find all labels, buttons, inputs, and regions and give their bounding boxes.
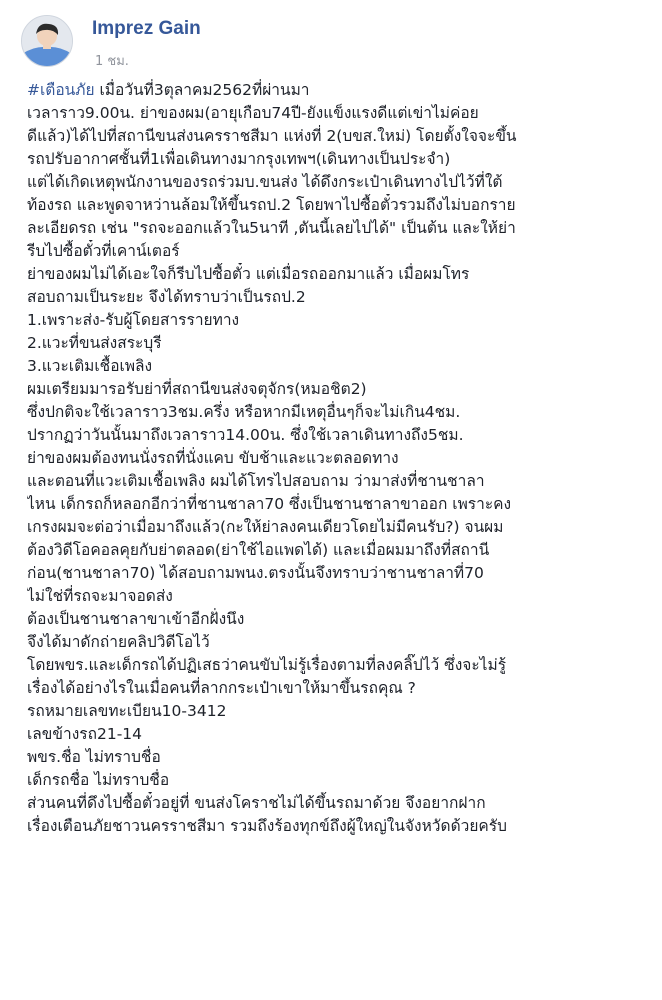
post-line: ย่าของผมไม่ได้เอะใจก็รีบไปซื้อตั๋ว แต่เมื่อรถออกมาแล้ว เมื่อผมโทร: [27, 265, 470, 283]
post-line: และตอนที่แวะเติมเชื้อเพลิง ผมได้โทรไปสอบถาม ว่ามาส่งที่ชานชาลา: [27, 472, 485, 490]
post-header: [16, 10, 636, 70]
avatar[interactable]: [21, 15, 73, 67]
post-line: ละเอียดรถ เช่น "รถจะออกแล้วใน5นาที ,ตันนี้เลยไปได้" เป็นต้น และให้ย่า: [27, 219, 516, 237]
post-line: เลขข้างรถ21-14: [27, 725, 143, 743]
post-line: ผมเตรียมมารอรับย่าที่สถานีขนส่งจตุจักร(หมอชิต2): [27, 380, 367, 398]
post-line: รีบไปซื้อตั๋วที่เคาน์เตอร์: [27, 242, 180, 260]
post-line: ปรากฏว่าวันนั้นมาถึงเวลาราว14.00น. ซึ่งใช้เวลาเดินทางถึง5ชม.: [27, 426, 464, 444]
post-line: เกรงผมจะต่อว่าเมื่อมาถึงแล้ว(กะให้ย่าลงคนเดียวโดยไม่มีคนรับ?) จนผม: [27, 518, 504, 536]
post-line: สอบถามเป็นระยะ จึงได้ทราบว่าเป็นรถป.2: [27, 288, 306, 306]
post-line: เรื่องเตือนภัยชาวนครราชสีมา รวมถึงร้องทุกข์ถึงผู้ใหญ่ในจังหวัดด้วยครับ: [27, 817, 507, 835]
post-line: 1.เพราะส่ง-รับผู้โดยสารรายทาง: [27, 311, 240, 329]
post-line: ส่วนคนที่ดึงไปซื้อตั๋วอยู่ที่ ขนส่งโคราชไม่ได้ขึ้นรถมาด้วย จึงอยากฝาก: [27, 794, 486, 812]
post-line-first: [27, 79, 652, 102]
post-line: เด็กรถชื่อ ไม่ทราบชื่อ: [27, 771, 170, 789]
post-line: โดยพขร.และเด็กรถได้ปฏิเสธว่าคนขับไม่รู้เรื่องตามที่ลงคลิ๊ปไว้ ซึ่งจะไม่รู้: [27, 656, 507, 674]
post-line: ย่าของผมต้องทนนั่งรถที่นั่งแคบ ขับช้าและแวะตลอดทาง: [27, 449, 399, 467]
post-line: ท้องรถ และพูดจาหว่านล้อมให้ขึ้นรถป.2 โดยพาไปซื้อตั๋วรวมถึงไม่บอกราย: [27, 196, 516, 214]
post-line: ไม่ใช่ที่รถจะมาจอดส่ง: [27, 587, 173, 605]
post-timestamp[interactable]: 1 ชม.: [95, 54, 129, 69]
post-line: แต่ได้เกิดเหตุพนักงานของรถร่วมบ.ขนส่ง ได้ดึงกระเป๋าเดินทางไปไว้ที่ใต้: [27, 173, 503, 191]
post-line: เวลาราว9.00น. ย่าของผม(อายุเกือบ74ปี-ยังแข็งแรงดีแต่เข่าไม่ค่อย: [27, 104, 479, 122]
post-line: ดีแล้ว)ได้ไปที่สถานีขนส่งนครราชสีมา แห่งที่ 2(บขส.ใหม่) โดยตั้งใจจะขึ้น: [27, 127, 517, 145]
post-line: ต้องเป็นชานชาลาขาเข้าอีกฝั่งนึง: [27, 610, 245, 628]
post-line: รถปรับอากาศชั้นที่1เพื่อเดินทางมากรุงเทพฯ(เดินทางเป็นประจำ): [27, 150, 451, 168]
post-line: ก่อน(ชานชาลา70) ได้สอบถามพนง.ตรงนั้นจึงทราบว่าชานชาลาที่70: [27, 564, 484, 582]
post-line: จึงได้มาดักถ่ายคลิปวิดีโอไว้: [27, 633, 210, 651]
post-lines: [27, 102, 652, 838]
post-line-text: เมื่อวันที่3ตุลาคม2562ที่ผ่านมา: [94, 81, 310, 99]
post-line: เรื่องได้อย่างไรในเมื่อคนที่ลากกระเป๋าเขาให้มาขึ้นรถคุณ ?: [27, 679, 416, 697]
post-line: ต้องวิดีโอคอลคุยกับย่าตลอด(ย่าใช้ไอแพดได้) และเมื่อผมมาถึงที่สถานี: [27, 541, 490, 559]
author-name[interactable]: Imprez Gain: [92, 18, 201, 39]
post-body: [27, 79, 652, 838]
post-line: รถหมายเลขทะเบียน10-3412: [27, 702, 227, 720]
post-line: พขร.ชื่อ ไม่ทราบชื่อ: [27, 748, 161, 766]
post-line: 2.แวะที่ขนส่งสระบุรี: [27, 334, 162, 352]
hashtag-link[interactable]: #เตือนภัย: [27, 81, 95, 99]
post-line: 3.แวะเติมเชื้อเพลิง: [27, 357, 153, 375]
post-line: ไหน เด็กรถก็หลอกอีกว่าที่ชานชาลา70 ซึ่งเป็นชานชาลาขาออก เพราะคง: [27, 495, 512, 513]
post-line: ซึ่งปกติจะใช้เวลาราว3ชม.ครึ่ง หรือหากมีเหตุอื่นๆก็จะไม่เกิน4ชม.: [27, 403, 461, 421]
profile-photo-icon: [22, 16, 72, 66]
